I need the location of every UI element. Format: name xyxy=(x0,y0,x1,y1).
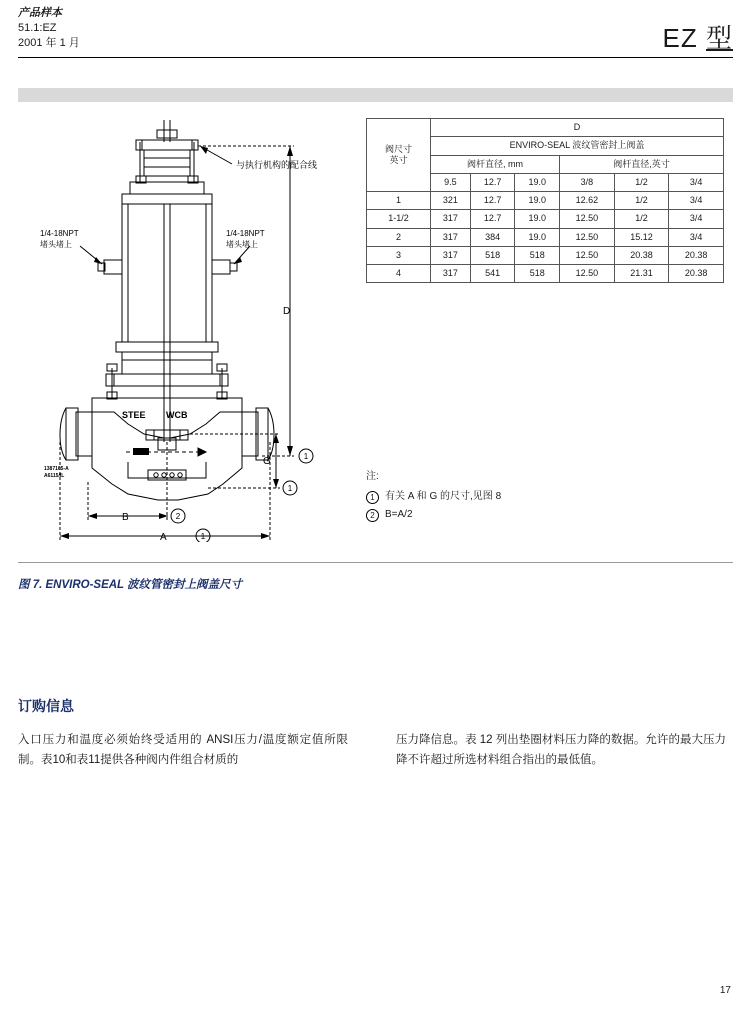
page-header xyxy=(0,0,751,62)
table-cell: 518 xyxy=(470,246,515,264)
table-subheader-in: 阀杆直径,英寸 xyxy=(560,155,724,173)
table-group-header: ENVIRO-SEAL 波纹管密封上阀盖 xyxy=(431,137,724,155)
header-doc-number: 51.1:EZ xyxy=(18,22,57,34)
table-cell: 518 xyxy=(515,246,560,264)
figure-caption: 图 7. ENVIRO-SEAL 波纹管密封上阀盖尺寸 xyxy=(18,579,243,591)
note-item xyxy=(366,488,696,506)
table-cell: 12.50 xyxy=(560,228,615,246)
table-cell: 317 xyxy=(431,228,471,246)
note-item xyxy=(366,506,696,524)
ordering-paragraph-right: 压力降信息。表 12 列出垫圈材料压力降的数据。允许的最大压力降不许超过所选材料组合指出的最低值。 xyxy=(396,734,726,766)
table-row xyxy=(367,192,724,210)
table-cell: 12.50 xyxy=(560,210,615,228)
callout-right-npt-line1: 1/4-18NPT xyxy=(226,229,265,238)
gray-band xyxy=(18,88,733,102)
table-cell: 19.0 xyxy=(515,210,560,228)
table-cell: 21.31 xyxy=(614,265,669,283)
table-cell-size: 1-1/2 xyxy=(367,210,431,228)
table-size-header: 阀尺寸 英寸 xyxy=(367,119,431,192)
table-header-row-1 xyxy=(367,119,724,137)
table-cell-size: 2 xyxy=(367,228,431,246)
note-text: B=A/2 xyxy=(385,509,413,520)
ordering-paragraph-left: 入口压力和温度必须始终受适用的 ANSI压力/温度额定值所限制。表10和表11提供各种阀内件组合材质的 xyxy=(18,734,348,766)
table-unit-col-5: 3/4 xyxy=(669,173,724,191)
table-cell: 20.38 xyxy=(669,246,724,264)
header-date: 2001 年 1 月 xyxy=(18,37,80,49)
callout-left-npt-line2: 堵头堵上 xyxy=(40,240,72,249)
header-title-main: EZ xyxy=(662,23,706,53)
table-unit-col-4: 1/2 xyxy=(614,173,669,191)
table-cell: 15.12 xyxy=(614,228,669,246)
table-cell: 3/4 xyxy=(669,228,724,246)
figure-code-2: A6115/IL xyxy=(44,473,65,479)
note-number: 1 xyxy=(366,491,379,504)
dim-label-a: A xyxy=(160,532,167,542)
table-cell: 12.62 xyxy=(560,192,615,210)
table-cell: 12.50 xyxy=(560,265,615,283)
table-cell: 1/2 xyxy=(614,192,669,210)
note-number: 2 xyxy=(366,509,379,522)
note-text: 有关 A 和 G 的尺寸,见图 8 xyxy=(385,491,502,502)
table-unit-col-2: 19.0 xyxy=(515,173,560,191)
table-cell: 384 xyxy=(470,228,515,246)
table-unit-col-3: 3/8 xyxy=(560,173,615,191)
table-cell: 12.7 xyxy=(470,192,515,210)
callout-top-right: 与执行机构的配合线 xyxy=(236,160,318,170)
table-cell: 317 xyxy=(431,246,471,264)
header-rule xyxy=(18,57,733,58)
figure-code-1: 1387165-A xyxy=(44,466,69,472)
table-row xyxy=(367,246,724,264)
table-row xyxy=(367,210,724,228)
callout-left-npt-line1: 1/4-18NPT xyxy=(40,229,79,238)
table-cell: 3/4 xyxy=(669,210,724,228)
body-mark-wcb: WCB xyxy=(166,410,188,420)
dim-label-d: D xyxy=(283,306,291,317)
table-cell-size: 1 xyxy=(367,192,431,210)
table-cell: 19.0 xyxy=(515,192,560,210)
table-cell: 317 xyxy=(431,210,471,228)
table-top-header: D xyxy=(431,119,724,137)
dim-ref-1a: 1 xyxy=(303,452,309,461)
table-subheader-mm: 阀杆直径, mm xyxy=(431,155,560,173)
table-cell: 3/4 xyxy=(669,192,724,210)
header-product-line: 产品样本 xyxy=(18,7,62,19)
table-cell: 20.38 xyxy=(669,265,724,283)
dim-ref-1b: 1 xyxy=(287,484,293,493)
table-unit-col-0: 9.5 xyxy=(431,173,471,191)
dim-ref-1c: 1 xyxy=(200,532,206,541)
callout-right-npt-line2: 堵头堵上 xyxy=(226,240,258,249)
valve-figure xyxy=(18,112,348,542)
header-title xyxy=(663,18,733,55)
body-mark-stee: STEE xyxy=(122,410,146,420)
table-cell: 20.38 xyxy=(614,246,669,264)
notes-title: 注: xyxy=(366,471,379,482)
dimension-table xyxy=(366,118,724,283)
table-cell-size: 3 xyxy=(367,246,431,264)
table-cell: 1/2 xyxy=(614,210,669,228)
table-cell: 321 xyxy=(431,192,471,210)
table-cell: 19.0 xyxy=(515,228,560,246)
table-cell: 518 xyxy=(515,265,560,283)
dimension-table-wrap xyxy=(366,118,724,283)
page-number: 17 xyxy=(719,985,731,996)
table-cell: 12.7 xyxy=(470,210,515,228)
notes-block xyxy=(366,468,696,524)
section-title-ordering: 订购信息 xyxy=(18,698,74,714)
table-cell: 541 xyxy=(470,265,515,283)
table-cell: 12.50 xyxy=(560,246,615,264)
table-unit-col-1: 12.7 xyxy=(470,173,515,191)
table-cell-size: 4 xyxy=(367,265,431,283)
dim-ref-2: 2 xyxy=(175,512,181,521)
figure-divider xyxy=(18,562,733,563)
table-row xyxy=(367,265,724,283)
header-title-suffix: 型 xyxy=(705,23,733,53)
dim-label-b: B xyxy=(122,512,129,523)
dim-label-g: G xyxy=(263,456,271,467)
header-left-block xyxy=(18,6,80,51)
table-cell: 317 xyxy=(431,265,471,283)
table-row xyxy=(367,228,724,246)
